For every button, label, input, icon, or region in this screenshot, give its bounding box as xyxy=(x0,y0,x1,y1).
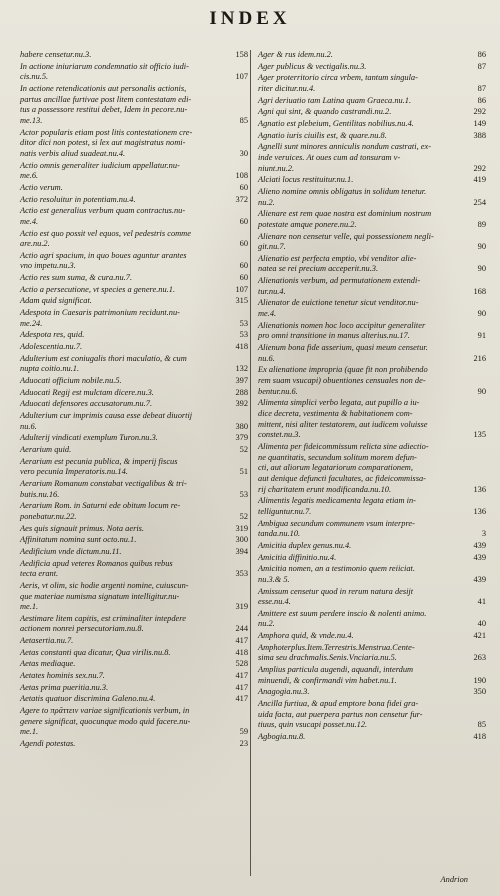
index-entry-text: Adespota res, quid. xyxy=(20,330,85,340)
index-page-number: 91 xyxy=(477,331,486,341)
index-entry xyxy=(258,142,486,174)
index-entry xyxy=(258,62,486,73)
index-entry-text: Amittere est suum perdere inscio & nolenti animo. nu.2. xyxy=(258,608,427,629)
index-entry xyxy=(20,84,248,127)
index-entry xyxy=(20,614,248,635)
index-column-left xyxy=(20,50,248,751)
index-entry xyxy=(258,699,486,731)
index-entry-text: Alienatio est perfecta emptio, vbi venditor alie- natea se rei precium acceperit.nu.3. xyxy=(258,253,417,274)
index-entry xyxy=(20,399,248,410)
index-page-number: 90 xyxy=(477,264,486,274)
index-entry xyxy=(20,659,248,670)
index-entry xyxy=(20,62,248,83)
index-entry-text: Anagogia.nu.3. xyxy=(258,687,310,697)
index-entry xyxy=(258,73,486,94)
index-page-number: 417 xyxy=(235,636,248,646)
index-entry-text: Alienationis verbum, ad permutationem extendi- tur.nu.4. xyxy=(258,276,421,296)
index-entry xyxy=(258,665,486,686)
index-entry xyxy=(258,107,486,118)
index-entry-text: Aes quis signauit primus. Nota aeris. xyxy=(20,523,145,533)
index-entry xyxy=(258,732,486,743)
index-entry-text: Ambigua secundum communem vsum interpre- tanda.nu.10. xyxy=(258,518,415,539)
index-entry-text: Aetates hominis sex.nu.7. xyxy=(20,671,105,681)
index-page-number: 86 xyxy=(477,95,486,105)
index-entry xyxy=(20,535,248,546)
index-entry-text: Agri deriuatio tam Latina quam Graeca.nu.1. xyxy=(258,95,412,105)
index-entry xyxy=(258,541,486,552)
index-entry xyxy=(258,496,486,517)
index-page-number: 53 xyxy=(239,489,248,499)
index-entry-text: Aetas mediaque. xyxy=(20,659,76,669)
index-page-number: 263 xyxy=(473,653,486,663)
index-entry-text: Ager & rus idem.nu.2. xyxy=(258,50,333,59)
index-entry-text: Ancilla furtiua, & apud emptore bona fidei gra- uida facta, aut puerpera partus non censetur fur- tiuus, quin vsucapi posset.nu.12. xyxy=(258,699,423,730)
index-page-number: 87 xyxy=(477,83,486,93)
index-entry-text: Alciati locus restituitur.nu.1. xyxy=(258,175,354,185)
index-entry xyxy=(20,433,248,444)
index-page-number: 528 xyxy=(235,659,248,669)
index-page-number: 439 xyxy=(473,540,486,550)
index-entry xyxy=(20,581,248,613)
index-entry xyxy=(20,296,248,307)
index-page-number: 439 xyxy=(473,552,486,562)
index-entry-text: Actio res sum suma, & cura.nu.7. xyxy=(20,273,133,283)
index-page-number: 417 xyxy=(235,671,248,681)
index-entry-text: Aduocati defensores accusatorum.nu.7. xyxy=(20,399,153,409)
index-entry xyxy=(20,183,248,194)
index-entry-text: Alienator de euictione tenetur sicut venditor.nu- me.4. xyxy=(258,298,419,319)
index-entry-text: Alienare est rem quae nostra est dominium nostrum potestate amque ponere.nu.2. xyxy=(258,209,432,229)
index-page-number: 90 xyxy=(477,309,486,319)
index-page-number: 379 xyxy=(235,433,248,443)
index-entry xyxy=(258,564,486,585)
index-entry-text: Amphoterplus.Item.Terrestris.Menstrua.Cente- sima seu drachmalis.Senis.Vnciaria.nu.5. xyxy=(258,642,415,663)
index-entry-text: habere censetur.nu.3. xyxy=(20,50,92,59)
index-page-number: 132 xyxy=(235,364,248,374)
index-entry xyxy=(20,342,248,353)
index-entry-text: Aduocati Regij est mulctam dicere.nu.3. xyxy=(20,387,154,397)
index-page-number: 136 xyxy=(473,484,486,494)
index-entry-text: Actor popularis etiam post litis contestationem cre- ditor dici non potest, si lex aut magistratus nomi- natis verbis aliud suadeat.nu.4. xyxy=(20,127,193,158)
index-entry-text: Adulterium cur imprimis causa esse debeat diuortij nu.6. xyxy=(20,411,193,431)
index-page-number: 216 xyxy=(473,353,486,363)
index-page-number: 394 xyxy=(235,546,248,556)
index-entry-text: Alienationis nomen hoc loco accipitur generaliter pro omni transitione in manus alterius.nu.17. xyxy=(258,320,426,341)
index-entry xyxy=(20,308,248,329)
index-entry xyxy=(258,209,486,230)
index-entry xyxy=(258,232,486,253)
index-entry-text: Aetas prima pueritia.nu.3. xyxy=(20,682,109,692)
index-entry-text: Ager proterritorio circa vrbem, tantum singula- riter dicitur.nu.4. xyxy=(258,73,418,93)
index-entry xyxy=(20,128,248,160)
index-entry xyxy=(258,343,486,364)
index-entry xyxy=(258,519,486,540)
index-entry xyxy=(20,636,248,647)
index-page-number: 60 xyxy=(239,239,248,249)
index-page-number: 53 xyxy=(239,330,248,340)
index-entry xyxy=(258,175,486,186)
index-entry xyxy=(20,706,248,738)
index-entry xyxy=(20,683,248,694)
index-page-number: 292 xyxy=(473,107,486,117)
index-entry-text: Aetasertia.nu.7. xyxy=(20,636,74,646)
index-entry-text: Aedificia apud veteres Romanos quibus rebus tecta erant. xyxy=(20,558,173,579)
index-entry xyxy=(20,206,248,227)
index-entry xyxy=(258,321,486,342)
index-entry xyxy=(258,609,486,630)
index-entry xyxy=(20,559,248,580)
index-page-number: 388 xyxy=(473,130,486,140)
index-page-number: 158 xyxy=(235,50,248,59)
index-page-number: 86 xyxy=(477,50,486,59)
index-entry-text: Aerarium quid. xyxy=(20,444,72,454)
index-entry xyxy=(258,96,486,107)
index-page-number: 418 xyxy=(235,647,248,657)
index-entry-text: Actio a persecutione, vt species a genere.nu.1. xyxy=(20,284,176,294)
index-entry xyxy=(20,457,248,478)
page-title: INDEX xyxy=(209,8,291,29)
index-entry-text: Actio agri spacium, in quo boues aguntur arantes vno impetu.nu.3. xyxy=(20,250,187,271)
index-entry xyxy=(20,739,248,750)
index-entry-text: Alimenta simplici verbo legata, aut pupillo a iu- dice decreta, vestimenta & habitationem com- mittent, nisi aliter testatorem, aut iudicem voluisse constet.nu.3. xyxy=(258,398,428,440)
index-entry-text: In actione retendicationis aut personalis actionis, partus ancillae furtivae post litem contestatam edi- tus a possessore restitui debet, Idem in pecore.nu- me.13. xyxy=(20,83,192,125)
index-page-number: 292 xyxy=(473,163,486,173)
index-column-right xyxy=(258,50,486,744)
index-entry xyxy=(20,354,248,375)
index-entry-text: Agnelli sunt minores anniculis nondum castrati, ex- inde veruices. At oues cum ad tonsuram v- niunt.nu.2. xyxy=(258,142,431,173)
index-page-number: 300 xyxy=(235,535,248,545)
index-page-number: 372 xyxy=(235,194,248,204)
index-entry xyxy=(20,195,248,206)
index-entry xyxy=(20,376,248,387)
index-entry xyxy=(258,50,486,61)
index-page-number: 350 xyxy=(473,687,486,697)
index-entry-text: Aerarium est pecunia publica, & imperij fiscus vero pecunia Imperatoris.nu.14. xyxy=(20,456,178,477)
index-page-number: 60 xyxy=(239,182,248,192)
index-entry xyxy=(258,631,486,642)
index-page-number: 59 xyxy=(239,727,248,737)
index-entry-text: Aeris, vt olim, sic hodie argenti nomine, cuiuscun- que materiae numisma signatum intelligitur.nu- me.1. xyxy=(20,580,189,612)
index-entry-text: Agni qui sint, & quando castrandi.nu.2. xyxy=(258,107,392,117)
index-entry-text: Amphora quid, & vnde.nu.4. xyxy=(258,631,354,641)
index-entry-text: Adolescentia.nu.7. xyxy=(20,342,83,352)
index-entry-text: Agendi potestas. xyxy=(20,739,76,749)
index-entry-text: Amplius particula augendi, aquandi, interdum minuendi, & confirmandi vim habet.nu.1. xyxy=(258,665,414,685)
index-page-number: 90 xyxy=(477,242,486,252)
index-entry-text: Adam quid significat. xyxy=(20,296,92,306)
index-entry xyxy=(258,119,486,130)
index-entry-text: Amicitia diffinitio.nu.4. xyxy=(258,552,337,562)
index-page-number: 90 xyxy=(477,386,486,396)
index-entry xyxy=(258,276,486,297)
index-page-number: 40 xyxy=(477,619,486,629)
index-page-number: 52 xyxy=(239,444,248,454)
index-entry-text: Ager publicus & vectigalis.nu.3. xyxy=(258,61,367,71)
index-page-number: 41 xyxy=(477,597,486,607)
index-entry-text: Actio est generalius verbum quam contractus.nu- me.4. xyxy=(20,206,186,226)
index-entry xyxy=(258,365,486,397)
index-entry-text: Agere to πρᾶττειν variae significationis verbum, in genere significat, quocunque modo quid facere.nu- me.1. xyxy=(20,706,191,737)
index-entry xyxy=(20,285,248,296)
index-page-number: 3 xyxy=(481,529,486,539)
index-entry-text: Adulterij vindicati exemplum Turon.nu.3. xyxy=(20,433,158,443)
index-page-number: 85 xyxy=(239,115,248,125)
index-entry xyxy=(20,229,248,250)
index-page-number: 319 xyxy=(235,602,248,612)
index-entry xyxy=(258,187,486,208)
index-entry-text: Adespota in Caesaris patrimonium recidunt.nu- me.24. xyxy=(20,308,180,328)
index-page-number: 417 xyxy=(235,694,248,704)
index-page-number: 315 xyxy=(235,296,248,306)
index-page-number: 244 xyxy=(235,624,248,634)
index-entry-text: Adulterium est coniugalis thori maculatio, & cum nupta coitio.nu.1. xyxy=(20,353,187,374)
index-page-number: 52 xyxy=(239,511,248,521)
index-entry xyxy=(20,445,248,456)
index-entry xyxy=(20,501,248,522)
index-page-number: 136 xyxy=(473,506,486,516)
index-entry xyxy=(20,161,248,182)
index-entry-text: Alimentis legatis medicamenta legata etiam in- telliguntur.nu.7. xyxy=(258,496,416,516)
index-entry xyxy=(20,694,248,705)
index-entry xyxy=(20,273,248,284)
index-entry xyxy=(258,442,486,495)
index-entry-text: Aduocati officium nobile.nu.5. xyxy=(20,376,122,386)
index-page-number: 107 xyxy=(235,72,248,82)
index-page-number: 254 xyxy=(473,197,486,207)
index-page-number: 85 xyxy=(477,720,486,730)
index-entry xyxy=(20,411,248,432)
index-page-number: 417 xyxy=(235,682,248,692)
index-entry xyxy=(258,587,486,608)
index-entry-text: Ex alienatione impropria (quae fit non prohibendo rem suam vsucapi) obuentiones censuales non de- bentur.nu.6. xyxy=(258,365,428,396)
index-entry-text: Agnatio est plebeium, Gentilitas nobilius.nu.4. xyxy=(258,118,414,128)
index-page-number: 89 xyxy=(477,219,486,229)
index-page-number: 353 xyxy=(235,569,248,579)
index-entry xyxy=(20,524,248,535)
index-entry-text: Agbogia.nu.8. xyxy=(258,732,306,742)
index-page-number: 418 xyxy=(235,342,248,352)
index-page-number: 87 xyxy=(477,61,486,71)
index-entry-text: Actio verum. xyxy=(20,182,63,192)
index-entry-text: Agnatio iuris ciuilis est, & quare.nu.8. xyxy=(258,130,387,140)
index-entry xyxy=(258,398,486,441)
index-page-number: 60 xyxy=(239,216,248,226)
index-page-number: 319 xyxy=(235,523,248,533)
index-entry xyxy=(20,330,248,341)
index-page-number: 60 xyxy=(239,261,248,271)
index-entry xyxy=(20,50,248,61)
index-entry-text: Aetas constanti qua dicatur, Qua virilis.nu.8. xyxy=(20,647,171,657)
index-page-number: 418 xyxy=(473,732,486,742)
index-entry-text: Aerarium Romanum constabat vectigalibus & tri- butis.nu.16. xyxy=(20,478,187,499)
index-entry-text: Aetatis quatuor discrimina Galeno.nu.4. xyxy=(20,694,156,704)
index-entry xyxy=(258,553,486,564)
index-entry-text: Amissum censetur quod in rerum natura desijt esse.nu.4. xyxy=(258,586,414,607)
index-entry-text: Actio omnis generaliter iudicium appellatur.nu- me.6. xyxy=(20,160,180,181)
index-entry xyxy=(258,131,486,142)
index-entry-text: Aerarium Rom. in Saturni ede obitum locum re- ponebatur.nu.22. xyxy=(20,501,181,521)
index-page-number: 288 xyxy=(235,387,248,397)
index-entry-text: Aestimare litem capitis, est criminaliter intepdere actionem nonrei persecutoriam.nu.8. xyxy=(20,613,186,634)
index-entry-text: Alienare non censetur velle, qui possessionem negli- git.nu.7. xyxy=(258,231,434,252)
index-page-number: 23 xyxy=(239,739,248,749)
index-entry-text: Alieno nomine omnis obligatus in solidum tenetur. nu.2. xyxy=(258,186,427,207)
index-entry xyxy=(20,479,248,500)
index-page-number: 168 xyxy=(473,286,486,296)
column-divider xyxy=(250,50,251,876)
index-entry-text: Amicitia nomen, an a testimonio quem reiiciat. nu.3.& 5. xyxy=(258,564,415,584)
index-page-number: 380 xyxy=(235,421,248,431)
index-entry xyxy=(258,298,486,319)
index-entry-text: Amicitia duplex genus.nu.4. xyxy=(258,540,352,550)
index-page-number: 108 xyxy=(235,171,248,181)
index-entry xyxy=(20,648,248,659)
index-entry-text: Alienum bona fide asserium, quasi meum censetur. nu.6. xyxy=(258,343,428,363)
index-entry xyxy=(20,547,248,558)
index-entry xyxy=(20,388,248,399)
index-page-number: 53 xyxy=(239,318,248,328)
index-page-number: 60 xyxy=(239,273,248,283)
index-page-number: 30 xyxy=(239,148,248,158)
index-entry-text: Actio est quo possit vel equos, vel pedestris comme are.nu.2. xyxy=(20,228,191,249)
index-page-number: 439 xyxy=(473,574,486,584)
catchword: Andrion xyxy=(440,875,468,884)
index-page-number: 421 xyxy=(473,631,486,641)
page-header xyxy=(0,8,500,38)
index-page-number: 419 xyxy=(473,175,486,185)
index-page-number: 392 xyxy=(235,399,248,409)
index-page-number: 190 xyxy=(473,675,486,685)
index-entry-text: Alimenta per fideicommissum relicta sine adiectio- ne quantitatis, secundum solitum morem defun- cti, aut aliorum legatariorum comparationem, aut denique defuncti facultates, ac fideicommissa- rij charitatem erunt modificanda.nu.10. xyxy=(258,441,429,494)
index-entry xyxy=(258,687,486,698)
index-entry xyxy=(258,643,486,664)
index-entry-text: Actio resoluitur in potentiam.nu.4. xyxy=(20,194,136,204)
index-page-number: 397 xyxy=(235,376,248,386)
index-entry-text: In actione iniuriarum condemnatio sit officio iudi- cis.nu.5. xyxy=(20,61,189,82)
index-entry xyxy=(20,251,248,272)
index-page-number: 51 xyxy=(239,467,248,477)
index-entry xyxy=(20,671,248,682)
index-page-number: 135 xyxy=(473,430,486,440)
index-page-number: 149 xyxy=(473,118,486,128)
index-entry xyxy=(258,254,486,275)
index-entry-text: Aedificium vnde dictum.nu.11. xyxy=(20,546,122,556)
index-page-number: 107 xyxy=(235,284,248,294)
index-entry-text: Affinitatum nomina sunt octo.nu.1. xyxy=(20,535,137,545)
